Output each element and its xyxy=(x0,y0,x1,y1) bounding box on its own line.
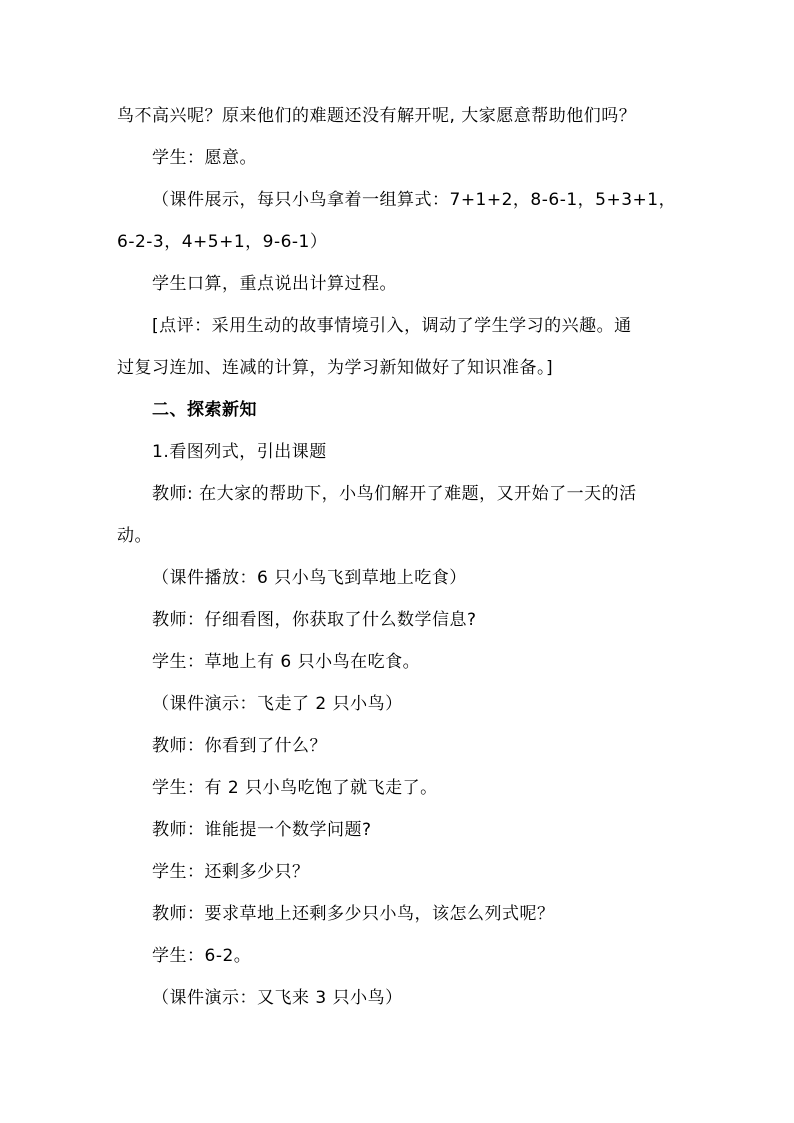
text-line: 学生：还剩多少只？ xyxy=(152,862,310,882)
text-line: 学生：6-2。 xyxy=(152,946,252,966)
subsection-heading: 1.看图列式，引出课题 xyxy=(152,442,327,462)
text-line: 教师：要求草地上还剩多少只小鸟，该怎么列式呢？ xyxy=(152,904,555,924)
text-line: 过复习连加、连减的计算，为学习新知做好了知识准备。] xyxy=(117,358,554,378)
text-line: （课件播放：6 只小鸟飞到草地上吃食） xyxy=(152,568,467,588)
text-line: [点评：采用生动的故事情境引入，调动了学生学习的兴趣。通 xyxy=(152,316,632,336)
section-heading: 二、探索新知 xyxy=(152,400,257,420)
text-line: 6-2-3，4+5+1，9-6-1） xyxy=(117,232,328,252)
text-line: （课件演示：又飞来 3 只小鸟） xyxy=(152,988,403,1008)
text-line: （课件演示：飞走了 2 只小鸟） xyxy=(152,694,403,714)
text-line: 学生：有 2 只小鸟吃饱了就飞走了。 xyxy=(152,778,438,798)
text-line: （课件展示，每只小鸟拿着一组算式：7+1+2，8-6-1，5+3+1， xyxy=(152,190,677,210)
text-line: 学生口算，重点说出计算过程。 xyxy=(152,274,397,294)
text-line: 教师：仔细看图，你获取了什么数学信息? xyxy=(152,610,477,630)
text-line: 教师：谁能提一个数学问题? xyxy=(152,820,372,840)
text-line: 学生：草地上有 6 只小鸟在吃食。 xyxy=(152,652,421,672)
text-line: 教师: 在大家的帮助下，小鸟们解开了难题，又开始了一天的活 xyxy=(152,484,637,504)
text-line: 教师：你看到了什么？ xyxy=(152,736,327,756)
text-line: 学生：愿意。 xyxy=(152,148,257,168)
text-line: 动。 xyxy=(117,526,152,546)
text-line: 鸟不高兴呢？原来他们的难题还没有解开呢, 大家愿意帮助他们吗？ xyxy=(117,106,637,126)
